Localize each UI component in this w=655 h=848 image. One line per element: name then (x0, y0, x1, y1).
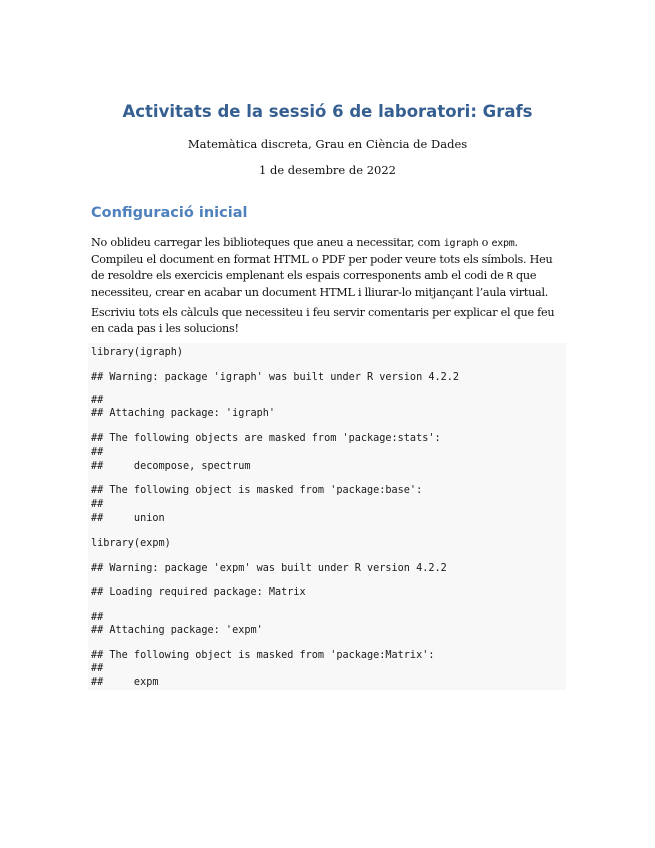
code-line: ## expm (91, 677, 159, 688)
code-line: ## Attaching package: 'expm' (91, 625, 263, 636)
code-line: ## (91, 395, 104, 406)
inline-code: igraph (443, 238, 479, 249)
inline-code: R (506, 271, 513, 282)
instructions-paragraph: Escriviu tots els càlculs que necessiteu i feu servir comentaris per explicar el que feu en cada pas i les solucions! (91, 306, 555, 335)
document-title: Activitats de la sessió 6 de laboratori: Grafs (122, 102, 533, 121)
document-date: 1 de desembre de 2022 (259, 163, 396, 177)
code-line: ## decompose, spectrum (91, 461, 251, 472)
text: . Compileu el document en format HTML o PDF per poder veure tots els símbols. Heu de resoldre els exercicis emplenant els espais corresponents amb el codi de (91, 236, 553, 282)
code-line: ## Warning: package 'expm' was built under R version 4.2.2 (91, 563, 447, 574)
text: o (478, 236, 492, 249)
code-line: ## The following object is masked from 'package:Matrix': (91, 650, 435, 661)
code-block (88, 343, 566, 690)
code-line: ## (91, 499, 104, 510)
inline-code: expm (491, 238, 515, 249)
code-line: ## (91, 663, 104, 674)
intro-paragraph (91, 235, 561, 301)
code-line: ## (91, 447, 104, 458)
code-line: ## union (91, 513, 165, 524)
code-line: library(expm) (91, 538, 171, 549)
code-line: ## Loading required package: Matrix (91, 587, 306, 598)
code-line: ## The following object is masked from 'package:base': (91, 485, 423, 496)
code-line: library(igraph) (91, 347, 184, 358)
text: No oblideu carregar les biblioteques que aneu a necessitar, com (91, 236, 444, 249)
code-line: ## The following objects are masked from 'package:stats': (91, 433, 441, 444)
code-line: ## (91, 612, 104, 623)
text: que necessiteu, crear en acabar un document HTML i lliurar-lo mitjançant l’aula virtual. (91, 269, 549, 299)
section-heading: Configuració inicial (91, 205, 248, 221)
document-subtitle: Matemàtica discreta, Grau en Ciència de Dades (187, 137, 468, 151)
code-line: ## Warning: package 'igraph' was built under R version 4.2.2 (91, 372, 460, 383)
code-line: ## Attaching package: 'igraph' (91, 408, 276, 419)
